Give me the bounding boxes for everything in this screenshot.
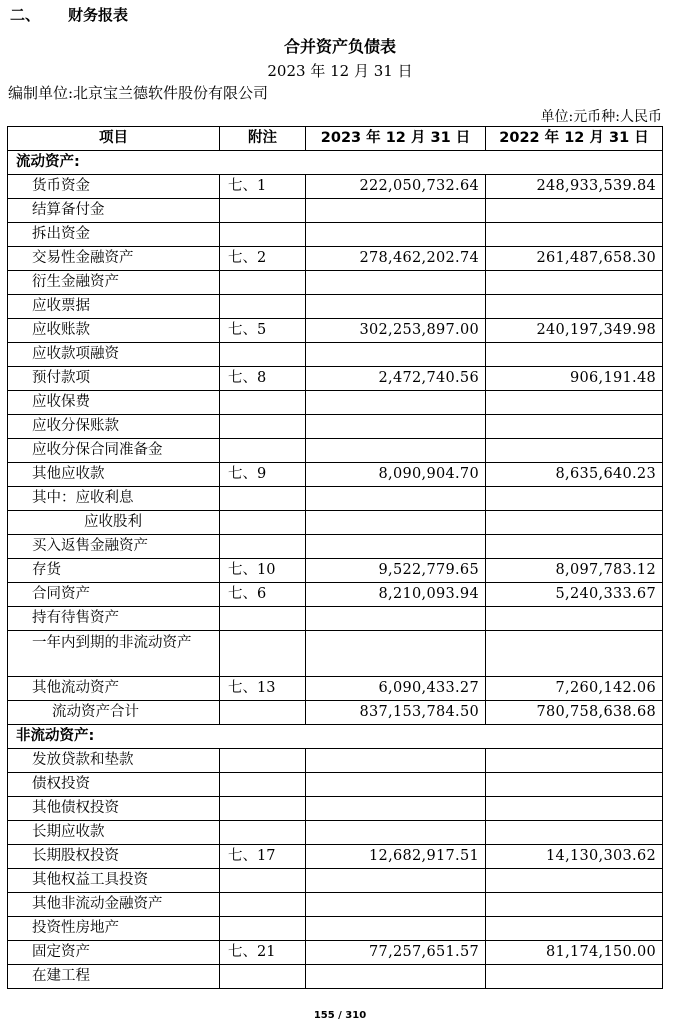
row-value-2022: 248,933,539.84	[486, 175, 663, 199]
row-item-label: 应收股利	[8, 511, 220, 535]
row-item-label: 应收分保合同准备金	[8, 439, 220, 463]
row-item-label: 其他应收款	[8, 463, 220, 487]
row-item-label: 应收分保账款	[8, 415, 220, 439]
row-note	[220, 749, 306, 773]
row-note	[220, 271, 306, 295]
row-value-2023: 12,682,917.51	[306, 845, 486, 869]
table-row	[8, 631, 663, 677]
table-row	[8, 583, 663, 607]
row-note	[220, 607, 306, 631]
table-row	[8, 463, 663, 487]
table-row	[8, 773, 663, 797]
row-item-label: 结算备付金	[8, 199, 220, 223]
row-value-2022: 7,260,142.06	[486, 677, 663, 701]
row-value-2022: 906,191.48	[486, 367, 663, 391]
table-row	[8, 821, 663, 845]
table-row	[8, 271, 663, 295]
row-item-label: 发放贷款和垫款	[8, 749, 220, 773]
table-row	[8, 701, 663, 725]
row-value-2022	[486, 343, 663, 367]
row-note	[220, 701, 306, 725]
table-row	[8, 511, 663, 535]
row-value-2022	[486, 893, 663, 917]
balance-sheet-table	[7, 126, 663, 989]
row-value-2023	[306, 749, 486, 773]
row-note	[220, 535, 306, 559]
row-note	[220, 965, 306, 989]
row-item-label: 一年内到期的非流动资产	[8, 631, 220, 677]
row-value-2023: 6,090,433.27	[306, 677, 486, 701]
row-note	[220, 869, 306, 893]
row-value-2022: 780,758,638.68	[486, 701, 663, 725]
table-row	[8, 941, 663, 965]
row-note: 七、5	[220, 319, 306, 343]
row-item-label: 固定资产	[8, 941, 220, 965]
row-value-2023	[306, 607, 486, 631]
row-note	[220, 797, 306, 821]
row-value-2023: 2,472,740.56	[306, 367, 486, 391]
row-value-2023: 837,153,784.50	[306, 701, 486, 725]
row-note: 七、8	[220, 367, 306, 391]
row-item-label: 应收票据	[8, 295, 220, 319]
row-item-label: 预付款项	[8, 367, 220, 391]
row-note: 七、2	[220, 247, 306, 271]
row-value-2023	[306, 199, 486, 223]
row-item-label: 其他流动资产	[8, 677, 220, 701]
row-item-label: 拆出资金	[8, 223, 220, 247]
row-note: 七、21	[220, 941, 306, 965]
table-row	[8, 223, 663, 247]
table-row	[8, 677, 663, 701]
row-note	[220, 439, 306, 463]
row-value-2023	[306, 223, 486, 247]
row-note	[220, 199, 306, 223]
row-value-2023	[306, 271, 486, 295]
row-value-2022	[486, 773, 663, 797]
row-value-2022	[486, 965, 663, 989]
row-value-2022: 8,097,783.12	[486, 559, 663, 583]
row-item-label: 衍生金融资产	[8, 271, 220, 295]
column-header-item: 项目	[8, 127, 220, 151]
table-row	[8, 151, 663, 175]
row-note: 七、10	[220, 559, 306, 583]
row-value-2023: 8,090,904.70	[306, 463, 486, 487]
table-row	[8, 319, 663, 343]
table-row	[8, 343, 663, 367]
row-note: 七、1	[220, 175, 306, 199]
row-value-2023	[306, 773, 486, 797]
row-value-2022	[486, 749, 663, 773]
row-item-label: 其他权益工具投资	[8, 869, 220, 893]
row-note	[220, 487, 306, 511]
row-note	[220, 415, 306, 439]
document-date: 2023 年 12 月 31 日	[267, 62, 413, 80]
row-item-label: 合同资产	[8, 583, 220, 607]
row-value-2022	[486, 821, 663, 845]
table-row	[8, 797, 663, 821]
row-note	[220, 631, 306, 677]
table-row	[8, 415, 663, 439]
row-note: 七、13	[220, 677, 306, 701]
row-value-2023	[306, 511, 486, 535]
row-value-2022	[486, 869, 663, 893]
row-value-2023	[306, 439, 486, 463]
row-value-2022	[486, 415, 663, 439]
table-row	[8, 391, 663, 415]
row-value-2023	[306, 487, 486, 511]
row-value-2022: 14,130,303.62	[486, 845, 663, 869]
column-header-note: 附注	[220, 127, 306, 151]
section-label: 流动资产:	[8, 151, 663, 175]
table-row	[8, 535, 663, 559]
row-note: 七、17	[220, 845, 306, 869]
row-value-2023	[306, 631, 486, 677]
row-value-2023: 77,257,651.57	[306, 941, 486, 965]
row-item-label: 持有待售资产	[8, 607, 220, 631]
row-value-2022	[486, 535, 663, 559]
row-value-2022	[486, 797, 663, 821]
section-heading	[10, 4, 128, 25]
row-value-2023	[306, 343, 486, 367]
column-header-2023: 2023 年 12 月 31 日	[306, 127, 486, 151]
row-note	[220, 917, 306, 941]
row-item-label: 其中：应收利息	[8, 487, 220, 511]
row-value-2022	[486, 511, 663, 535]
row-value-2023	[306, 965, 486, 989]
table-row	[8, 367, 663, 391]
table-row	[8, 725, 663, 749]
row-value-2022: 240,197,349.98	[486, 319, 663, 343]
row-value-2022	[486, 439, 663, 463]
row-value-2022	[486, 295, 663, 319]
table-header-row	[8, 127, 663, 151]
table-row	[8, 893, 663, 917]
row-note	[220, 821, 306, 845]
page-number: 155 / 310	[313, 1010, 367, 1021]
row-note	[220, 343, 306, 367]
row-value-2023	[306, 917, 486, 941]
row-item-label: 应收款项融资	[8, 343, 220, 367]
row-value-2022: 81,174,150.00	[486, 941, 663, 965]
row-value-2022: 8,635,640.23	[486, 463, 663, 487]
document-title: 合并资产负债表	[283, 37, 396, 56]
row-value-2023	[306, 821, 486, 845]
row-value-2023: 8,210,093.94	[306, 583, 486, 607]
row-value-2022	[486, 487, 663, 511]
column-header-2022: 2022 年 12 月 31 日	[486, 127, 663, 151]
row-item-label: 在建工程	[8, 965, 220, 989]
row-item-label: 应收账款	[8, 319, 220, 343]
table-row	[8, 487, 663, 511]
row-item-label: 货币资金	[8, 175, 220, 199]
row-note	[220, 391, 306, 415]
row-value-2023	[306, 893, 486, 917]
row-value-2022	[486, 223, 663, 247]
table-row	[8, 749, 663, 773]
table-row	[8, 559, 663, 583]
table-row	[8, 439, 663, 463]
row-value-2022	[486, 631, 663, 677]
row-item-label: 买入返售金融资产	[8, 535, 220, 559]
row-note	[220, 893, 306, 917]
row-item-label: 长期股权投资	[8, 845, 220, 869]
row-value-2022	[486, 271, 663, 295]
row-item-label: 债权投资	[8, 773, 220, 797]
row-note: 七、6	[220, 583, 306, 607]
row-item-label: 投资性房地产	[8, 917, 220, 941]
row-item-label: 存货	[8, 559, 220, 583]
row-value-2022: 5,240,333.67	[486, 583, 663, 607]
row-item-label: 应收保费	[8, 391, 220, 415]
row-value-2023	[306, 415, 486, 439]
row-value-2023: 302,253,897.00	[306, 319, 486, 343]
table-row	[8, 607, 663, 631]
table-body	[8, 151, 663, 989]
section-title: 财务报表	[68, 6, 129, 24]
compiling-entity: 编制单位:北京宝兰德软件股份有限公司	[8, 84, 269, 102]
row-item-label: 交易性金融资产	[8, 247, 220, 271]
section-number: 二、	[10, 6, 41, 24]
row-value-2023	[306, 295, 486, 319]
section-label: 非流动资产:	[8, 725, 663, 749]
table-row	[8, 845, 663, 869]
row-item-label: 其他债权投资	[8, 797, 220, 821]
row-value-2023	[306, 391, 486, 415]
table-row	[8, 917, 663, 941]
row-value-2023: 278,462,202.74	[306, 247, 486, 271]
table-row	[8, 199, 663, 223]
table-row	[8, 295, 663, 319]
row-value-2022	[486, 917, 663, 941]
table-row	[8, 869, 663, 893]
row-value-2022	[486, 391, 663, 415]
row-value-2022: 261,487,658.30	[486, 247, 663, 271]
row-value-2023: 9,522,779.65	[306, 559, 486, 583]
table-row	[8, 175, 663, 199]
row-item-label: 长期应收款	[8, 821, 220, 845]
row-value-2023	[306, 535, 486, 559]
row-value-2023	[306, 869, 486, 893]
currency-unit: 单位:元币种:人民币	[540, 109, 662, 125]
row-value-2022	[486, 607, 663, 631]
row-item-label: 流动资产合计	[8, 701, 220, 725]
row-value-2023: 222,050,732.64	[306, 175, 486, 199]
row-item-label: 其他非流动金融资产	[8, 893, 220, 917]
row-value-2022	[486, 199, 663, 223]
row-value-2023	[306, 797, 486, 821]
table-row	[8, 247, 663, 271]
table-row	[8, 965, 663, 989]
row-note: 七、9	[220, 463, 306, 487]
row-note	[220, 295, 306, 319]
row-note	[220, 511, 306, 535]
row-note	[220, 223, 306, 247]
row-note	[220, 773, 306, 797]
